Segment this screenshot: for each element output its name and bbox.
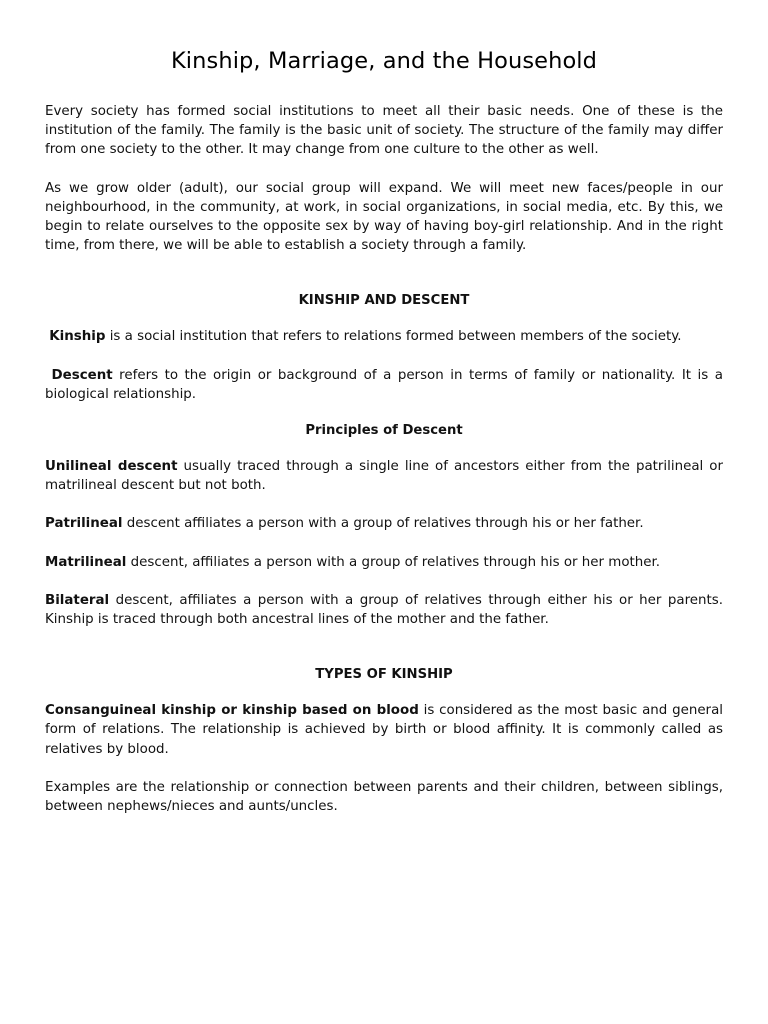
- descent-term: Descent: [51, 367, 113, 383]
- examples-paragraph: Examples are the relationship or connection between parents and their children, between siblings, between nephews/nieces and aunts/uncles.: [45, 779, 723, 815]
- kinship-definition-text: is a social institution that refers to relations formed between members of the society.: [105, 329, 682, 345]
- consanguineal-term: Consanguineal kinship or kinship based on blood: [45, 703, 419, 719]
- consanguineal-text: is considered as the most basic and general form of relations. The relationship is achieved by birth or blood affinity. It is commonly called as relatives by blood.: [45, 703, 723, 757]
- consanguineal-paragraph: [45, 701, 723, 759]
- types-of-kinship-heading: TYPES OF KINSHIP: [315, 667, 453, 683]
- kinship-term: Kinship: [49, 329, 106, 345]
- unilineal-text: usually traced through a single line of ancestors either from the patrilineal or matrilineal descent but not both.: [45, 459, 723, 494]
- bilateral-term: Bilateral: [45, 592, 110, 608]
- document-title: Kinship, Marriage, and the Household: [170, 48, 598, 74]
- unilineal-paragraph: [45, 457, 723, 495]
- descent-definition: [45, 366, 723, 404]
- descent-definition-text: refers to the origin or background of a person in terms of family or nationality. It is a biological relationship.: [45, 367, 723, 402]
- bilateral-paragraph: [45, 591, 723, 629]
- matrilineal-term: Matrilineal: [45, 554, 127, 570]
- bilateral-text: descent, affiliates a person with a group of relatives through either his or her parents. Kinship is traced through both ancestral lines of the mother and the father.: [45, 592, 723, 628]
- patrilineal-paragraph: [45, 514, 723, 533]
- patrilineal-term: Patrilineal: [45, 516, 123, 532]
- kinship-definition: [45, 327, 723, 346]
- patrilineal-text: descent affiliates a person with a group of relatives through his or her father.: [122, 516, 644, 532]
- matrilineal-text: descent, affiliates a person with a group of relatives through his or her mother.: [126, 554, 661, 570]
- intro-paragraph-1: Every society has formed social institutions to meet all their basic needs. One of these is the institution of the family. The family is the basic unit of society. The structure of the family may differ from one society to the other. It may change from one culture to the other as well.: [45, 104, 723, 158]
- principles-heading: Principles of Descent: [305, 423, 463, 439]
- document-page: [45, 48, 723, 816]
- kinship-descent-heading: KINSHIP AND DESCENT: [298, 293, 470, 309]
- matrilineal-paragraph: [45, 553, 723, 572]
- unilineal-term: Unilineal descent: [45, 459, 178, 475]
- intro-paragraph-2: As we grow older (adult), our social group will expand. We will meet new faces/people in our neighbourhood, in the community, at work, in social organizations, in social media, etc. By this, we begin to relate ourselves to the opposite sex by way of having boy-girl relationship. And in the right time, from there, we will be able to establish a society through a family.: [45, 180, 723, 254]
